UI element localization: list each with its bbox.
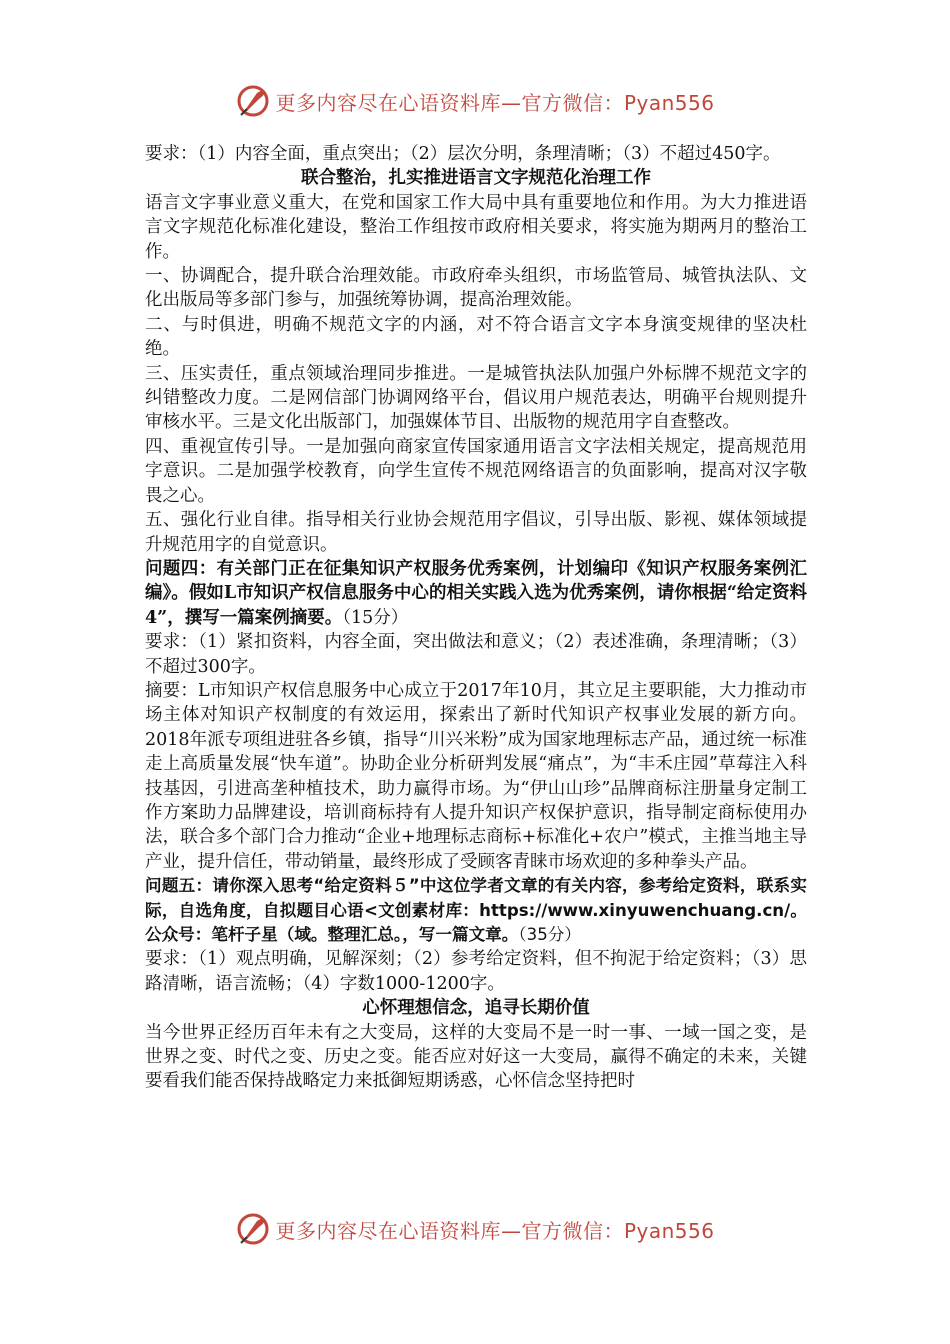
- quill-pen-logo-icon: [235, 83, 271, 119]
- question-5-text: 问题五：请你深入思考“给定资料５”中这位学者文章的有关内容，参考给定资料，联系实际，自选角度，自拟题目心语<文创素材库：https://www.xinyuwenchuang.cn/。公众号：笔杆子星（域。整理汇总。，写一篇文章。: [145, 876, 807, 944]
- question-4-requirement: 要求：（1）紧扣资料，内容全面，突出做法和意义；（2）表述准确，条理清晰；（3）不超过300字。: [145, 632, 807, 677]
- question-4: [145, 557, 807, 630]
- question-5-requirement: 要求：（1）观点明确，见解深刻；（2）参考给定资料，但不拘泥于给定资料；（3）思路清晰，语言流畅；（4）字数1000-1200字。: [145, 949, 807, 994]
- section-title-1: 联合整治，扎实推进语言文字规范化治理工作: [301, 168, 651, 189]
- intro-paragraph: 语言文字事业意义重大，在党和国家工作大局中具有重要地位和作用。为大力推进语言文字规范化标准化建设，整治工作组按市政府相关要求，将实施为期两月的整治工作。: [145, 192, 807, 262]
- point-4: 四、重视宣传引导。一是加强向商家宣传国家通用语言文字法相关规定，提高规范用字意识。二是加强学校教育，向学生宣传不规范网络语言的负面影响，提高对汉字敬畏之心。: [145, 436, 807, 506]
- essay-paragraph: 当今世界正经历百年未有之大变局，这样的大变局不是一时一事、一域一国之变，是世界之变、时代之变、历史之变。能否应对好这一大变局，赢得不确定的未来，关键要看我们能否保持战略定力来抵御短期诱惑，心怀信念坚持把时: [145, 1022, 807, 1092]
- question-4-text: 问题四：有关部门正在征集知识产权服务优秀案例，计划编印《知识产权服务案例汇编》。假如L市知识产权信息服务中心的相关实践入选为优秀案例，请你根据“给定资料4”，撰写一篇案例摘要。: [145, 558, 807, 628]
- footer-banner: [0, 1206, 950, 1252]
- question-5-score: （35分）: [518, 925, 581, 944]
- summary-paragraph: 摘要：L市知识产权信息服务中心成立于2017年10月，其立足主要职能，大力推动市场主体对知识产权制度的有效运用，探索出了新时代知识产权事业发展的新方向。2018年派专项组进驻各乡镇，指导“川兴米粉”成为国家地理标志产品，通过统一标准走上高质量发展“快车道”。协助企业分析研判发展“痛点”，为“丰禾庄园”草莓注入科技基因，引进高垄种植技术，助力赢得市场。为“伊山山珍”品牌商标注册量身定制工作方案助力品牌建设，培训商标持有人提升知识产权保护意识，指导制定商标使用办法，联合多个部门合力推动“企业+地理标志商标+标准化+农户”模式，主推当地主导产业，提升信任，带动销量，最终形成了受顾客青睐市场欢迎的多种拳头产品。: [145, 680, 807, 872]
- point-3: 三、压实责任，重点领域治理同步推进。一是城管执法队加强户外标牌不规范文字的纠错整改力度。二是网信部门协调网络平台，倡议用户规范表达，明确平台规则提升审核水平。三是文化出版部门，加强媒体节目、出版物的规范用字自查整改。: [145, 363, 807, 433]
- banner-text: 更多内容尽在心语资料库—官方微信：Pyan556: [275, 90, 715, 115]
- section-title-2: 心怀理想信念，追寻长期价值: [362, 998, 590, 1019]
- question-4-score: （15分）: [342, 607, 409, 628]
- point-1: 一、协调配合，提升联合治理效能。市政府牵头组织，市场监管局、城管执法队、文化出版局等多部门参与，加强统筹协调，提高治理效能。: [145, 266, 807, 311]
- banner-text: 更多内容尽在心语资料库—官方微信：Pyan556: [275, 1218, 715, 1243]
- requirement-top: 要求：（1）内容全面，重点突出；（2）层次分明，条理清晰；（3）不超过450字。: [145, 144, 781, 164]
- document-body: [145, 142, 807, 1094]
- header-banner: [0, 78, 950, 124]
- quill-pen-logo-icon: [235, 1211, 271, 1247]
- point-2: 二、与时俱进，明确不规范文字的内涵，对不符合语言文字本身演变规律的坚决杜绝。: [145, 314, 807, 360]
- point-5: 五、强化行业自律。指导相关行业协会规范用字倡议，引导出版、影视、媒体领域提升规范用字的自觉意识。: [145, 510, 807, 555]
- question-5: [145, 874, 807, 947]
